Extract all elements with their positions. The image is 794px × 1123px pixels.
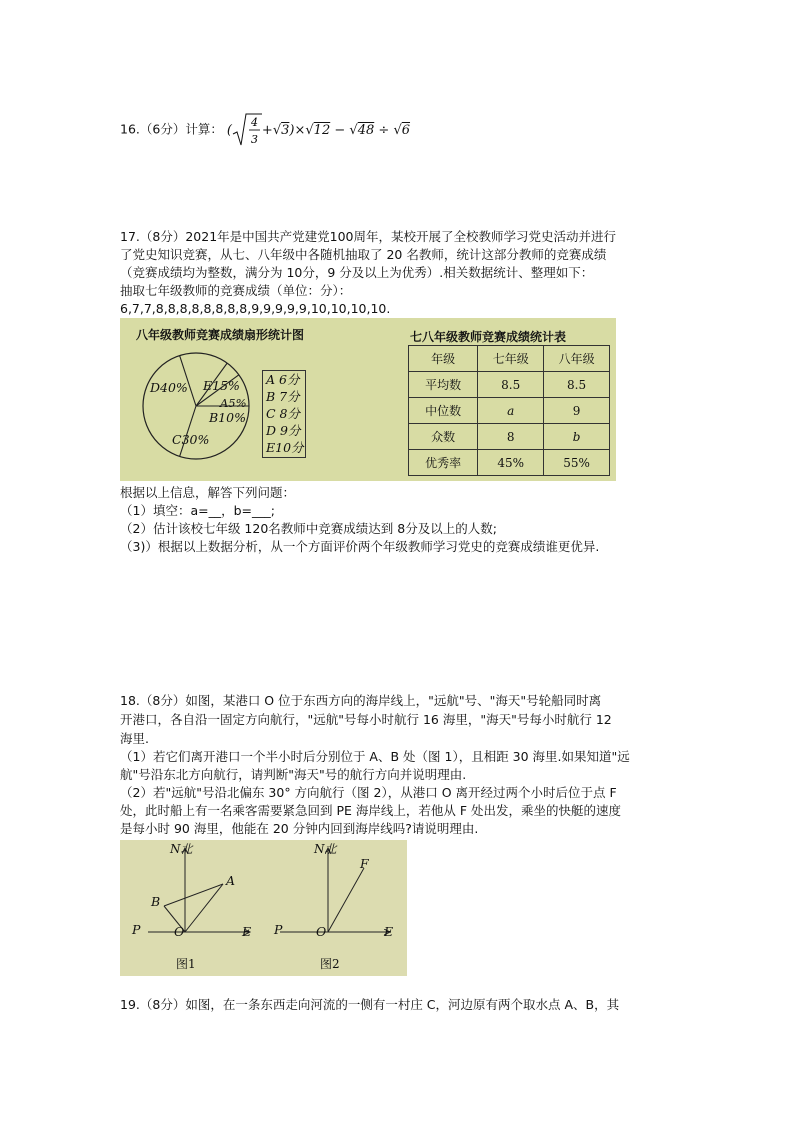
q17-line-4: 抽取七年级教师的竞赛成绩（单位：分）： <box>120 283 352 298</box>
fig2-caption: 图2 <box>320 957 340 971</box>
fig1-label-o: O <box>174 924 185 939</box>
pie-label-a: A5% <box>220 396 247 410</box>
stats-table <box>408 345 610 476</box>
table-header-row <box>409 346 610 372</box>
pie-label-c: C30% <box>172 432 210 447</box>
pie-legend <box>262 370 306 458</box>
q17-after-1: 根据以上信息，解答下列问题： <box>120 485 296 500</box>
table-cell: a <box>478 398 544 424</box>
legend-a: A 6分 <box>266 372 300 387</box>
table-cell: 8.5 <box>544 372 610 398</box>
q17-after-3: （2）估计该校七年级 120名教师中竞赛成绩达到 8分及以上的人数; <box>120 521 497 536</box>
table-cell: 8.5 <box>478 372 544 398</box>
table-title: 七八年级教师竞赛成绩统计表 <box>410 330 567 344</box>
q18-line-1: 18.（8分）如图，某港口 O 位于东西方向的海岸线上，"远航"号、"海天"号轮船同时离 <box>120 693 602 708</box>
fig1-label-north: N北 <box>170 842 193 856</box>
table-cell: 8 <box>478 424 544 450</box>
fig1-label-b: B <box>151 894 161 909</box>
fig2-of-line <box>328 868 364 932</box>
table-header: 年级 <box>409 346 478 372</box>
legend-d: D 9分 <box>266 423 301 438</box>
q17-after-2: （1）填空：a=__，b=___; <box>120 503 275 518</box>
legend-e: E10分 <box>266 440 304 455</box>
q18-line-3: 海里. <box>120 731 149 746</box>
q18-line-8: 是每小时 90 海里，他能在 20 分钟内回到海岸线吗?请说明理由. <box>120 821 479 836</box>
q18-line-4: （1）若它们离开港口一个半小时后分别位于 A、B 处（图 1），且相距 30 海里.如果知道"远 <box>120 749 630 764</box>
table-cell: 45% <box>478 450 544 476</box>
svg-text:3: 3 <box>250 133 258 146</box>
fig2-label-f: F <box>360 856 369 871</box>
table-row <box>409 398 610 424</box>
q17-after-4: （3)）根据以上数据分析，从一个方面评价两个年级教师学习党史的竞赛成绩谁更优异. <box>120 539 600 554</box>
q18-line-5: 航"号沿东北方向航行，请判断"海天"号的航行方向并说明理由. <box>120 767 467 782</box>
svg-text:4: 4 <box>250 116 258 129</box>
pie-label-e: E15% <box>203 378 240 393</box>
q17-line-3: （竞赛成绩均为整数，满分为 10分，9 分及以上为优秀）.相关数据统计、整理如下： <box>120 265 594 280</box>
table-header: 七年级 <box>478 346 544 372</box>
sqrt-fraction-icon <box>232 112 262 148</box>
table-cell: 众数 <box>409 424 478 450</box>
table-row <box>409 450 610 476</box>
fig2-label-o: O <box>316 924 327 939</box>
table-header: 八年级 <box>544 346 610 372</box>
table-cell: 平均数 <box>409 372 478 398</box>
fig2-label-e: E <box>384 924 394 939</box>
q16-expression: ( 4 3 +√3)×√12 − √48 ÷ √6 <box>227 123 410 138</box>
q18-line-7: 处，此时船上有一名乘客需要紧急回到 PE 海岸线上，若他从 F 处出发，乘坐的快艇的速度 <box>120 803 622 818</box>
table-cell: b <box>544 424 610 450</box>
q16-prefix: 16.（6分）计算： <box>120 121 223 137</box>
fig2-label-p: P <box>274 922 283 937</box>
fig1-caption: 图1 <box>176 957 196 971</box>
q17-line-1: 17.（8分）2021年是中国共产党建党100周年，某校开展了全校教师学习党史活动并进行 <box>120 229 617 244</box>
q17-scores: 6,7,7,8,8,8,8,8,8,8,8,9,9,9,9,9,10,10,10,10. <box>120 301 391 316</box>
q19-line-1: 19.（8分）如图，在一条东西走向河流的一侧有一村庄 C，河边原有两个取水点 A、B，其 <box>120 997 620 1012</box>
q16-line <box>120 112 410 148</box>
table-cell: 优秀率 <box>409 450 478 476</box>
table-cell: 中位数 <box>409 398 478 424</box>
fig1-label-e: E <box>242 924 252 939</box>
pie-label-b: B10% <box>209 410 246 425</box>
q17-line-2: 了党史知识竞赛，从七、八年级中各随机抽取了 20 名教师，统计这部分教师的竞赛成绩 <box>120 247 607 262</box>
table-cell: 55% <box>544 450 610 476</box>
legend-b: B 7分 <box>266 389 300 404</box>
table-cell: 9 <box>544 398 610 424</box>
fig1-label-a: A <box>226 873 236 888</box>
q18-line-6: （2）若"远航"号沿北偏东 30° 方向航行（图 2），从港口 O 离开经过两个小时后位于点 F <box>120 785 617 800</box>
fig2-label-north: N北 <box>314 842 337 856</box>
fig1-label-p: P <box>132 922 141 937</box>
pie-title: 八年级教师竞赛成绩扇形统计图 <box>136 328 305 342</box>
table-row <box>409 372 610 398</box>
pie-label-d: D40% <box>150 380 188 395</box>
legend-c: C 8分 <box>266 406 300 421</box>
q18-line-2: 开港口，各自沿一固定方向航行，"远航"号每小时航行 16 海里，"海天"号每小时航行 12 <box>120 712 612 727</box>
table-row <box>409 424 610 450</box>
